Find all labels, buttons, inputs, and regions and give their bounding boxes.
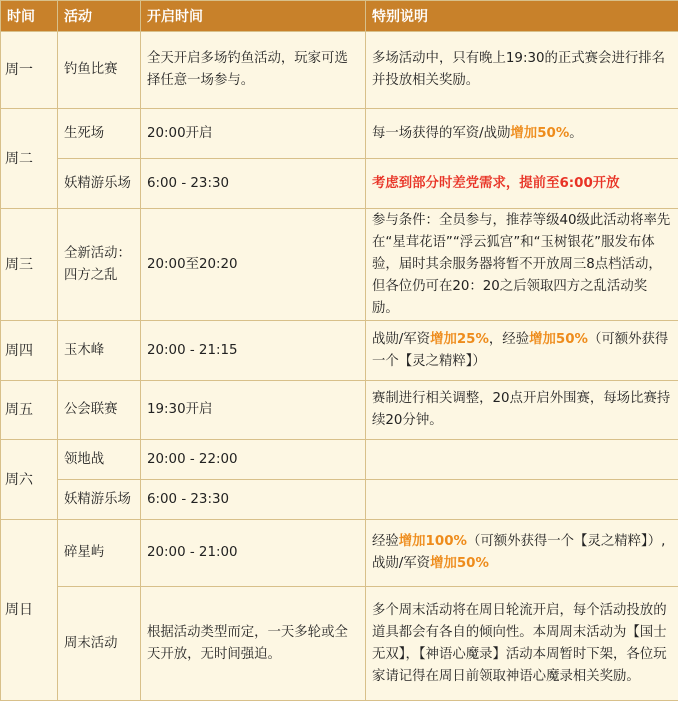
activity-cell: 钓鱼比赛 <box>58 32 141 109</box>
open-time-cell: 20:00 - 21:00 <box>141 520 366 587</box>
note-cell <box>366 480 678 520</box>
bonus-highlight: 增加50% <box>510 125 570 141</box>
day-cell: 周日 <box>1 520 58 701</box>
header-activity: 活动 <box>58 1 141 32</box>
note-text: 每一场获得的军资/战勋 <box>372 125 511 141</box>
note-text: 战勋/军资 <box>372 331 431 347</box>
activity-cell: 玉木峰 <box>58 321 141 381</box>
table-row <box>1 587 678 701</box>
activity-cell: 领地战 <box>58 440 141 480</box>
header-row <box>1 1 678 32</box>
header-open-time: 开启时间 <box>141 1 366 32</box>
note-text: 经验 <box>372 534 399 549</box>
day-cell: 周三 <box>1 209 58 321</box>
open-time-cell: 20:00 - 22:00 <box>141 440 366 480</box>
bonus-highlight: 增加25% <box>430 331 489 347</box>
bonus-highlight: 增加50% <box>529 331 588 347</box>
open-time-cell: 20:00 - 21:15 <box>141 321 366 381</box>
open-time-cell: 20:00开启 <box>141 109 366 159</box>
note-cell: 多个周末活动将在周日轮流开启，每个活动投放的道具都会有各自的倾向性。本周周末活动为【国士无双】，【神语心魔录】活动本周暂时下架，各位玩家请记得在周日前领取神语心魔录相关奖励。 <box>366 587 678 701</box>
activity-cell: 周末活动 <box>58 587 141 701</box>
note-cell: 赛制进行相关调整，20点开启外围赛，每场比赛持续20分钟。 <box>366 381 678 440</box>
note-text: 。 <box>569 125 583 141</box>
note-cell <box>366 159 678 209</box>
activity-cell: 公会联赛 <box>58 381 141 440</box>
bonus-highlight: 增加100% <box>398 534 467 549</box>
activity-cell: 妖精游乐场 <box>58 480 141 520</box>
table-row <box>1 159 678 209</box>
note-cell <box>366 520 678 587</box>
activity-cell: 妖精游乐场 <box>58 159 141 209</box>
open-time-cell: 根据活动类型而定，一天多轮或全天开放，无时间强迫。 <box>141 587 366 701</box>
table-row <box>1 109 678 159</box>
day-cell: 周一 <box>1 32 58 109</box>
open-time-cell: 20:00至20:20 <box>141 209 366 321</box>
table-row <box>1 32 678 109</box>
table-row <box>1 440 678 480</box>
table-row <box>1 480 678 520</box>
header-note: 特别说明 <box>366 1 678 32</box>
note-cell: 参与条件：全员参与，推荐等级40级此活动将率先在“星茸花语”“浮云狐宫”和“玉树银花”服发布体验，届时其余服务器将暂不开放周三8点档活动，但各位仍可在20：20之后领取四方之乱活动奖励。 <box>366 209 678 321</box>
day-cell: 周四 <box>1 321 58 381</box>
bonus-highlight: 增加50% <box>430 556 489 571</box>
open-time-cell: 全天开启多场钓鱼活动，玩家可选择任意一场参与。 <box>141 32 366 109</box>
note-cell <box>366 109 678 159</box>
note-text: （可额外获得一个【灵之精粹】） <box>372 331 669 369</box>
day-cell: 周二 <box>1 109 58 209</box>
table-row <box>1 381 678 440</box>
table-row <box>1 209 678 321</box>
alert-text: 考虑到部分时差党需求，提前至6:00开放 <box>372 175 620 191</box>
open-time-cell: 19:30开启 <box>141 381 366 440</box>
day-cell: 周五 <box>1 381 58 440</box>
note-cell <box>366 440 678 480</box>
open-time-cell: 6:00 - 23:30 <box>141 480 366 520</box>
header-time: 时间 <box>1 1 58 32</box>
note-text: （可额外获得一个【灵之精粹】）,战勋/军资 <box>372 534 666 571</box>
activity-cell: 生死场 <box>58 109 141 159</box>
activity-cell: 全新活动：四方之乱 <box>58 209 141 321</box>
table-row <box>1 520 678 587</box>
day-cell: 周六 <box>1 440 58 520</box>
note-text: ，经验 <box>488 331 530 347</box>
note-cell: 多场活动中，只有晚上19:30的正式赛会进行排名并投放相关奖励。 <box>366 32 678 109</box>
open-time-cell: 6:00 - 23:30 <box>141 159 366 209</box>
note-cell <box>366 321 678 381</box>
table-row <box>1 321 678 381</box>
activity-cell: 碎星屿 <box>58 520 141 587</box>
